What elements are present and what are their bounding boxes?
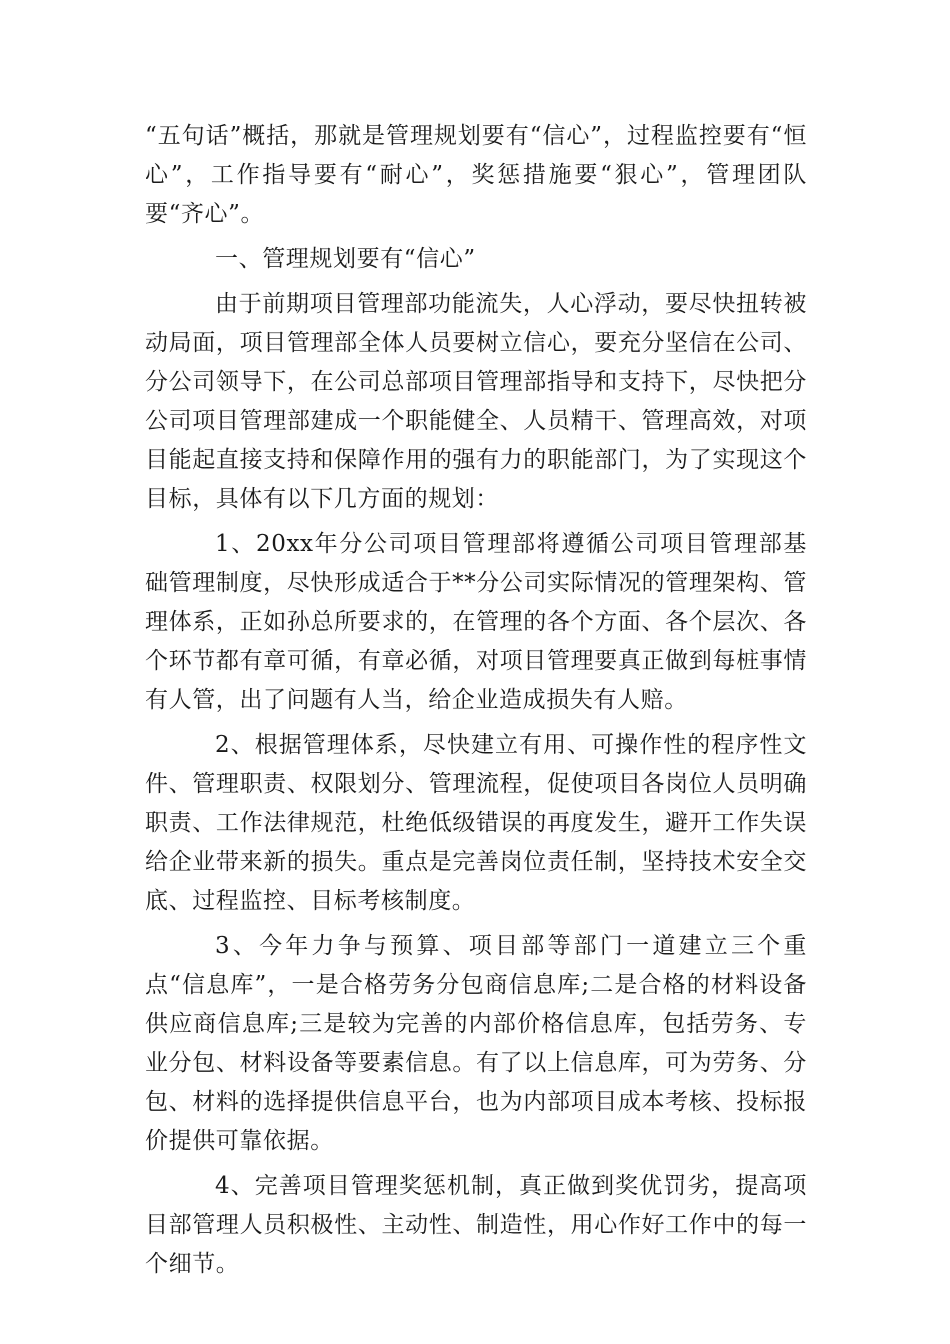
intro-paragraph: “五句话”概括，那就是管理规划要有“信心”，过程监控要有“恒心”，工作指导要有“耐心”，奖惩措施要“狠心”，管理团队要“齐心”。	[145, 123, 807, 227]
body-paragraph: 由于前期项目管理部功能流失，人心浮动，要尽快扭转被动局面，项目管理部全体人员要树立信心，要充分坚信在公司、分公司领导下，在公司总部项目管理部指导和支持下，尽快把分公司项目管理部建成一个职能健全、人员精干、管理高效，对项目能起直接支持和保障作用的强有力的职能部门，为了实现这个目标，具体有以下几方面的规划：	[145, 291, 807, 512]
list-item-1: 1、20xx年分公司项目管理部将遵循公司项目管理部基础管理制度，尽快形成适合于**分公司实际情况的管理架构、管理体系，正如孙总所要求的，在管理的各个方面、各个层次、各个环节都有章可循，有章必循，对项目管理要真正做到每桩事情有人管，出了问题有人当，给企业造成损失有人赔。	[145, 531, 807, 713]
section-heading: 一、管理规划要有“信心”	[215, 246, 476, 272]
list-item-4: 4、完善项目管理奖惩机制，真正做到奖优罚劣，提高项目部管理人员积极性、主动性、制造性，用心作好工作中的每一个细节。	[145, 1173, 807, 1277]
document-body	[145, 117, 807, 1284]
list-item-2: 2、根据管理体系，尽快建立有用、可操作性的程序性文件、管理职责、权限划分、管理流程，促使项目各岗位人员明确职责、工作法律规范，杜绝低级错误的再度发生，避开工作失误给企业带来新的损失。重点是完善岗位责任制，坚持技术安全交底、过程监控、目标考核制度。	[145, 732, 807, 914]
list-item-3: 3、今年力争与预算、项目部等部门一道建立三个重点“信息库”，一是合格劳务分包商信息库;二是合格的材料设备供应商信息库;三是较为完善的内部价格信息库，包括劳务、专业分包、材料设备等要素信息。有了以上信息库，可为劳务、分包、材料的选择提供信息平台，也为内部项目成本考核、投标报价提供可靠依据。	[145, 933, 807, 1154]
